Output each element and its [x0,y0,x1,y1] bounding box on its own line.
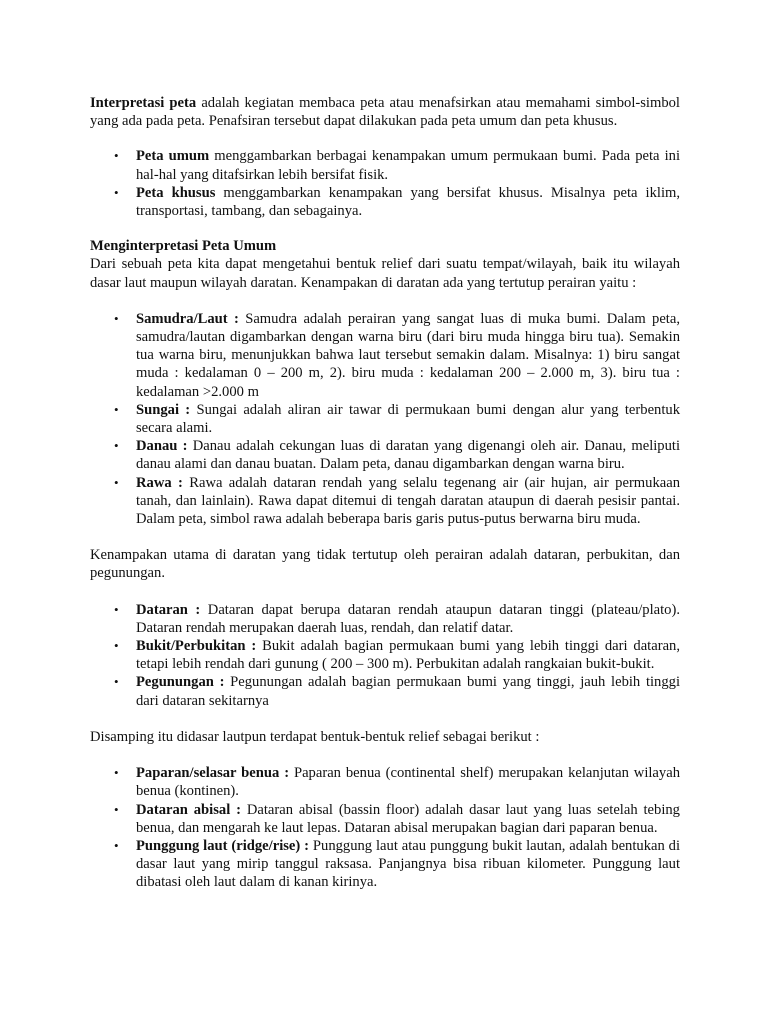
bullet-icon: • [114,801,119,817]
bullet-icon: • [114,148,119,164]
list-item [90,673,680,709]
item-text: Rawa adalah dataran rendah yang selalu tegenang air (air hujan, air permukaan tanah, dan lainlain). Rawa dapat ditemui di tengah daratan ataupun di daerah pesisir pantai. Dalam peta, simbol rawa adalah beberapa baris garis putus-putus berwarna biru muda. [136,474,680,528]
bullet-icon: • [114,765,119,781]
sea-intro-paragraph: Disamping itu didasar lautpun terdapat bentuk-bentuk relief sebagai berikut : [90,728,540,745]
list-item [90,837,680,892]
list-item [90,474,680,529]
item-term: Dataran : [136,601,201,618]
waters-list [90,310,680,528]
item-text: Danau adalah cekungan luas di daratan yang digenangi oleh air. Danau, meliputi danau alami dan danau buatan. Dalam peta, danau digambarkan dengan warna biru. [136,438,681,473]
item-term: Sungai : [136,401,191,418]
item-text: Bukit adalah bagian permukaan bumi yang lebih tinggi dari dataran, tetapi lebih rendah dari gunung ( 200 – 300 m). Perbukitan adalah rangkaian bukit-bukit. [136,638,680,673]
item-text: Pegunungan adalah bagian permukaan bumi yang tinggi, jauh lebih tinggi dari dataran sekitarnya [136,674,680,709]
bullet-icon: • [114,438,119,454]
bullet-icon: • [114,837,119,853]
list-item [90,437,680,473]
item-term: Peta umum [136,148,210,165]
item-text: Sungai adalah aliran air tawar di permukaan bumi dengan alur yang terbentuk secara alami. [136,401,680,437]
item-term: Pegunungan : [136,674,225,691]
list-item [90,801,680,837]
bullet-icon: • [114,310,119,326]
item-term: Samudra/Laut : [136,310,239,327]
item-term: Punggung laut (ridge/rise) : [136,837,310,854]
list-item [90,401,680,437]
list-item [90,184,680,220]
bullet-icon: • [114,474,119,490]
item-text: Samudra adalah perairan yang sangat luas di muka bumi. Dalam peta, samudra/lautan digambarkan dengan warna biru (dari biru muda hingga biru tua). Semakin tua warna biru, menunjukkan bahwa laut tersebut semakin dalam. Misalnya: 1) biru sangat muda : kedalaman 0 – 200 m, 2). biru muda : kedalaman 200 – 2.000 m, 3). biru tua : kedalaman >2.000 m [136,310,680,400]
item-text: menggambarkan kenampakan yang bersifat khusus. Misalnya peta iklim, transportasi, tambang, dan sebagainya. [136,184,680,220]
item-text: Paparan benua (continental shelf) merupakan kelanjutan wilayah benua (kontinen). [136,765,680,800]
list-item [90,310,680,401]
item-term: Bukit/Perbukitan : [136,638,257,655]
map-types-list [90,147,680,220]
item-text: Dataran abisal (bassin floor) adalah dasar laut yang luas setelah tebing benua, dan mengarah ke laut lepas. Dataran abisal merupakan bagian dari paparan benua. [136,801,680,836]
item-text: Dataran dapat berupa dataran rendah ataupun dataran tinggi (plateau/plato). Dataran rendah merupakan daerah luas, rendah, dan relatif datar. [136,601,680,636]
item-term: Rawa : [136,474,183,491]
item-term: Danau : [136,438,188,455]
item-term: Paparan/selasar benua : [136,765,290,782]
list-item [90,147,680,183]
bullet-icon: • [114,674,119,690]
land-list [90,601,680,710]
item-text: Punggung laut atau punggung bukit lautan, adalah bentukan di dasar laut yang mirip tanggul raksasa. Panjangnya bisa ribuan kilometer. Punggung laut dibatasi oleh laut dalam di kanan kirinya. [136,837,680,891]
list-item [90,601,680,637]
item-term: Peta khusus [136,184,216,201]
land-intro-paragraph: Kenampakan utama di daratan yang tidak tertutup oleh perairan adalah dataran, perbukitan, dan pegunungan. [90,547,680,582]
sea-list [90,764,680,891]
bullet-icon: • [114,184,119,200]
item-text: menggambarkan berbagai kenampakan umum permukaan bumi. Pada peta ini hal-hal yang ditafsirkan lebih bersifat fisik. [136,148,680,183]
section-paragraph: Dari sebuah peta kita dapat mengetahui bentuk relief dari suatu tempat/wilayah, baik itu wilayah dasar laut maupun wilayah daratan. Kenampakan di daratan ada yang tertutup perairan yaitu : [90,256,680,291]
intro-text: adalah kegiatan membaca peta atau menafsirkan atau memahami simbol-simbol yang ada pada peta. Penafsiran tersebut dapat dilakukan pada peta umum dan peta khusus. [90,95,680,130]
item-term: Dataran abisal : [136,801,241,818]
bullet-icon: • [114,401,119,417]
list-item [90,637,680,673]
intro-term: Interpretasi peta [90,95,197,111]
intro-paragraph [90,94,680,130]
list-item [90,764,680,800]
bullet-icon: • [114,601,119,617]
section-heading: Menginterpretasi Peta Umum [90,238,277,255]
bullet-icon: • [114,638,119,654]
